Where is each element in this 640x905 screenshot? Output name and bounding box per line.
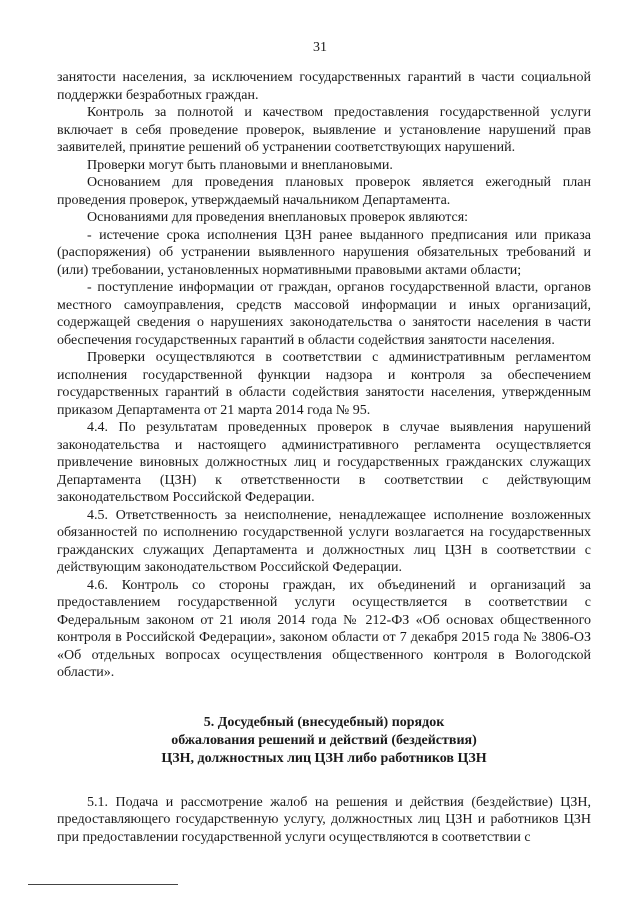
paragraph: Основанием для проведения плановых проверок является ежегодный план проведения проверок, утверждаемый начальником Департамента. — [57, 175, 591, 208]
paragraph: 4.4. По результатам проведенных проверок в случае выявления нарушений законодательства и настоящего административного регламента осуществляется привлечение виновных должностных лиц и государственных гражданских служащих Департамента (ЦЗН) к ответственности в соответствии с действующим законодательством Российской Федерации. — [57, 420, 591, 505]
section-heading — [57, 714, 591, 768]
paragraph: Проверки могут быть плановыми и внеплановыми. — [87, 157, 393, 173]
document-body — [57, 69, 591, 846]
paragraph: Контроль за полнотой и качеством предоставления государственной услуги включает в себя проведение проверок, выявление и установление нарушений прав заявителей, принятие решений об устранении соответствующих нарушений. — [57, 105, 591, 155]
section-heading-line: ЦЗН, должностных лиц ЦЗН либо работников ЦЗН — [161, 750, 487, 766]
paragraph: - поступление информации от граждан, органов государственной власти, органов местного самоуправления, средств массовой информации и иных организаций, содержащей сведения о нарушениях законодательства о занятости населения в части обеспечения государственных гарантий в области содействия занятости населения. — [57, 280, 591, 348]
paragraph: занятости населения, за исключением государственных гарантий в части социальной поддержки безработных граждан. — [57, 70, 591, 103]
paragraph: - истечение срока исполнения ЦЗН ранее выданного предписания или приказа (распоряжения) об устранении выявленного нарушения обязательных требований и (или) требовании, установленных нормативными правовыми актами области; — [57, 227, 591, 278]
page-number: 31 — [313, 40, 327, 55]
section-heading-line: обжалования решений и действий (бездействия) — [171, 732, 477, 748]
paragraph: Основаниями для проведения внеплановых проверок являются: — [87, 210, 469, 225]
section-heading-line: 5. Досудебный (внесудебный) порядок — [203, 714, 445, 730]
paragraph: 5.1. Подача и рассмотрение жалоб на решения и действия (бездействие) ЦЗН, предоставляющего государственную услугу, должностных лиц ЦЗН и работников ЦЗН при предоставлении государственной услуги осуществляются в соответствии с — [57, 794, 591, 845]
paragraph: Проверки осуществляются в соответствии с административным регламентом исполнения государственной функции надзора и контроля за обеспечением государственных гарантий в области содействия занятости населения, утвержденным приказом Департамента от 21 марта 2014 года № 95. — [57, 350, 591, 418]
paragraph: 4.5. Ответственность за неисполнение, ненадлежащее исполнение возложенных обязанностей по исполнению государственной услуги возлагается на государственных гражданских служащих Департамента и должностных лиц ЦЗН в соответствии с действующим законодательством Российской Федерации. — [57, 507, 591, 575]
footer-divider — [28, 884, 178, 885]
paragraph: 4.6. Контроль со стороны граждан, их объединений и организаций за предоставлением государственной услуги осуществляется в соответствии с Федеральным законом от 21 июля 2014 года № 212-ФЗ «Об основах общественного контроля в Российской Федерации», законом области от 7 декабря 2015 года № 3806-ОЗ «Об отдельных вопросах осуществления общественного контроля в Вологодской области». — [57, 577, 591, 680]
